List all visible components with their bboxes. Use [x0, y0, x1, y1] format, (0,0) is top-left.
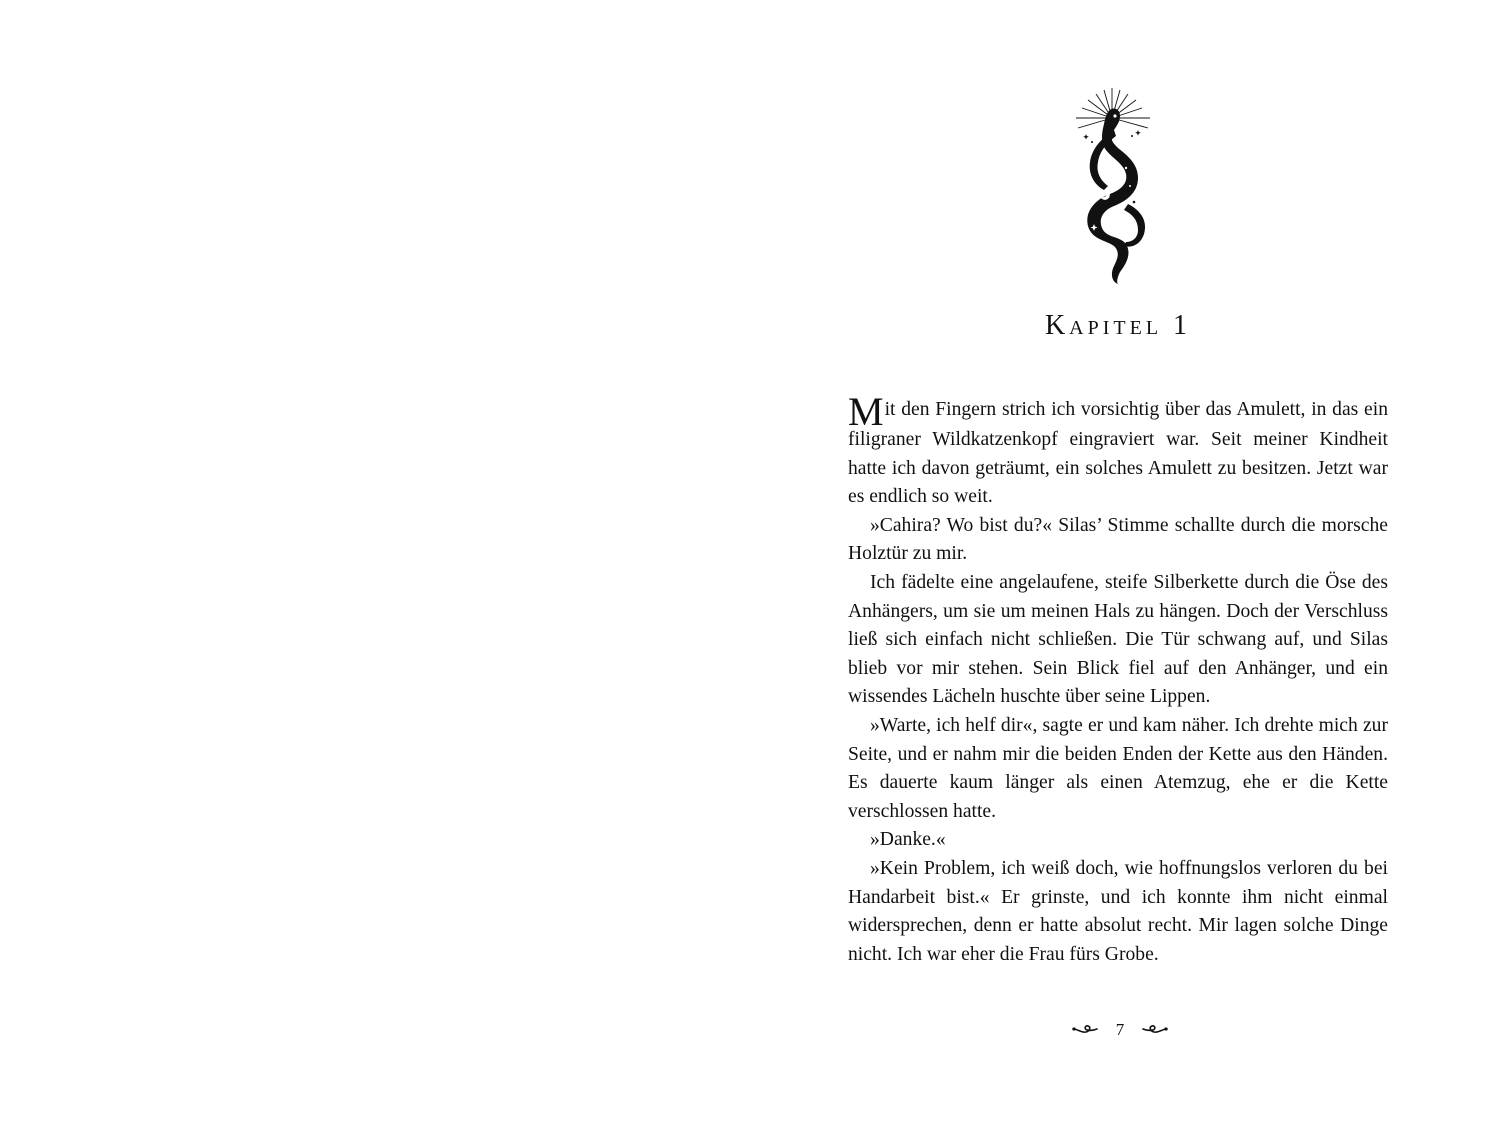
drop-cap: M — [848, 389, 884, 434]
paragraph: »Cahira? Wo bist du?« Silas’ Stimme schallte durch die morsche Holztür zu mir. — [848, 514, 1388, 565]
paragraph: Ich fädelte eine angelaufene, steife Silberkette durch die Öse des Anhängers, um sie um meinen Hals zu hängen. Doch der Verschluss ließ sich einfach nicht schließen. Die Tür schwang auf, und Silas blieb vor mir stehen. Sein Blick fiel auf den Anhänger, und ein wissendes Lächeln huschte über seine Lippen. — [848, 571, 1388, 708]
page-folio — [1060, 1016, 1180, 1044]
snake-emblem-icon — [1068, 86, 1162, 286]
chapter-title: Kapitel 1 — [1044, 310, 1192, 341]
body-text — [848, 389, 1388, 969]
page-number: 7 — [1115, 1020, 1125, 1039]
paragraph-first — [848, 389, 1388, 512]
paragraph: »Warte, ich helf dir«, sagte er und kam näher. Ich drehte mich zur Seite, und er nahm mir die beiden Enden der Kette aus den Händen. Es dauerte kaum länger als einen Atemzug, ehe er die Kette verschlossen hatte. — [848, 714, 1388, 822]
paragraph-first-text: it den Fingern strich ich vorsichtig über das Amulett, in das ein filigraner Wildkatzenkopf eingraviert war. Seit meiner Kindheit hatte ich davon geträumt, ein solches Amulett zu besitzen. Jetzt war es endlich so weit. — [848, 399, 1388, 508]
paragraph: »Danke.« — [870, 829, 946, 851]
paragraph: »Kein Problem, ich weiß doch, wie hoffnungslos verloren du bei Handarbeit bist.« Er grinste, und ich konnte ihm nicht einmal widersprechen, denn er hatte absolut recht. Mir lagen solche Dinge nicht. Ich war eher die Frau fürs Grobe. — [848, 857, 1388, 965]
swirl-left-icon — [1072, 1024, 1098, 1036]
swirl-right-icon — [1142, 1024, 1168, 1036]
